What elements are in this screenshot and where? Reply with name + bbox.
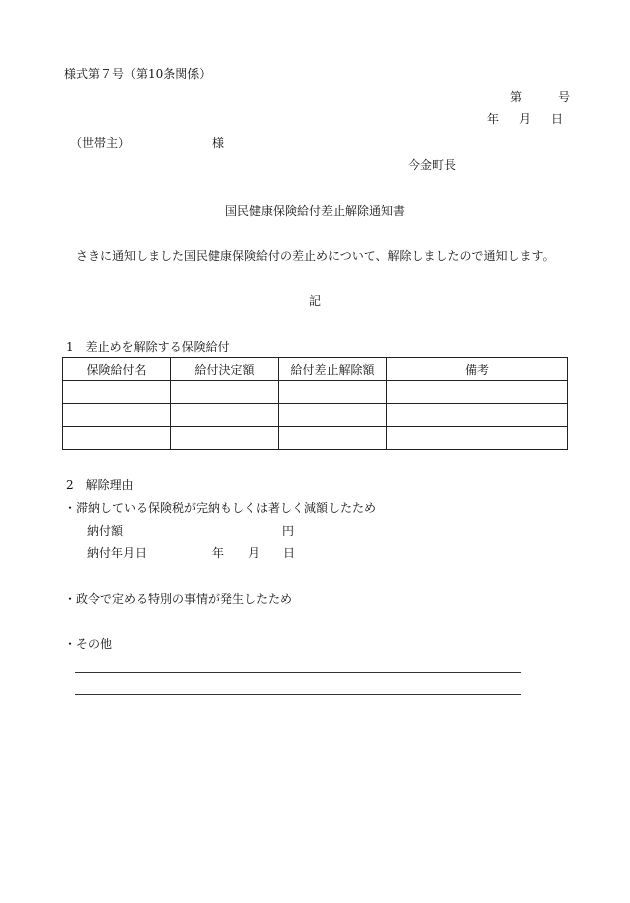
issue-date <box>487 112 563 126</box>
section-2-title: 解除理由 <box>85 478 134 492</box>
table-cell <box>279 381 387 404</box>
column-header: 給付決定額 <box>171 358 279 381</box>
table-row <box>63 381 568 404</box>
reason-other: ・その他 <box>64 637 113 651</box>
body-text: さきに通知しました国民健康保険給付の差止めについて、解除しましたので通知します。 <box>76 249 555 263</box>
document-title: 国民健康保険給付差止解除通知書 <box>224 204 405 218</box>
doc-number-prefix: 第 <box>510 90 523 104</box>
table-cell <box>387 381 568 404</box>
table-cell <box>279 404 387 427</box>
section-2-number: 2 <box>66 478 74 492</box>
sender-name: 今金町長 <box>408 158 457 172</box>
honorific: 様 <box>212 136 225 150</box>
yen-unit: 円 <box>282 524 295 538</box>
payment-date-month: 月 <box>248 546 261 560</box>
table-cell <box>171 381 279 404</box>
table-cell <box>387 427 568 450</box>
table-row <box>63 427 568 450</box>
section-2-heading <box>66 478 134 492</box>
column-header: 備考 <box>387 358 568 381</box>
table-row <box>63 404 568 427</box>
column-header: 給付差止解除額 <box>279 358 387 381</box>
date-month: 月 <box>519 112 532 126</box>
table-cell <box>279 427 387 450</box>
form-number: 様式第７号（第10条関係） <box>64 67 212 81</box>
table-header-row <box>63 358 568 381</box>
payment-amount-label: 納付額 <box>87 524 124 538</box>
section-1-heading <box>66 340 230 354</box>
table-cell <box>63 427 171 450</box>
reason-tax-paid: ・滞納している保険税が完納もしくは著しく減額したため <box>64 501 377 515</box>
table-cell <box>387 404 568 427</box>
other-reason-line <box>75 694 521 695</box>
other-reason-line <box>75 672 521 673</box>
reason-special-circumstance: ・政令で定める特別の事情が発生したため <box>64 592 293 606</box>
payment-date-day: 日 <box>283 546 296 560</box>
section-1-title: 差止めを解除する保険給付 <box>85 340 230 354</box>
table-cell <box>171 404 279 427</box>
document-number <box>510 90 570 104</box>
column-header: 保険給付名 <box>63 358 171 381</box>
doc-number-suffix: 号 <box>558 90 571 104</box>
date-day: 日 <box>551 112 564 126</box>
payment-date-label: 納付年月日 <box>87 546 148 560</box>
table-cell <box>63 404 171 427</box>
ki-marker: 記 <box>308 294 321 308</box>
benefits-table <box>62 357 568 450</box>
table-cell <box>171 427 279 450</box>
date-year: 年 <box>487 112 500 126</box>
payment-date-year: 年 <box>212 546 225 560</box>
table-cell <box>63 381 171 404</box>
addressee-label: （世帯主） <box>70 136 131 150</box>
section-1-number: 1 <box>66 340 74 354</box>
